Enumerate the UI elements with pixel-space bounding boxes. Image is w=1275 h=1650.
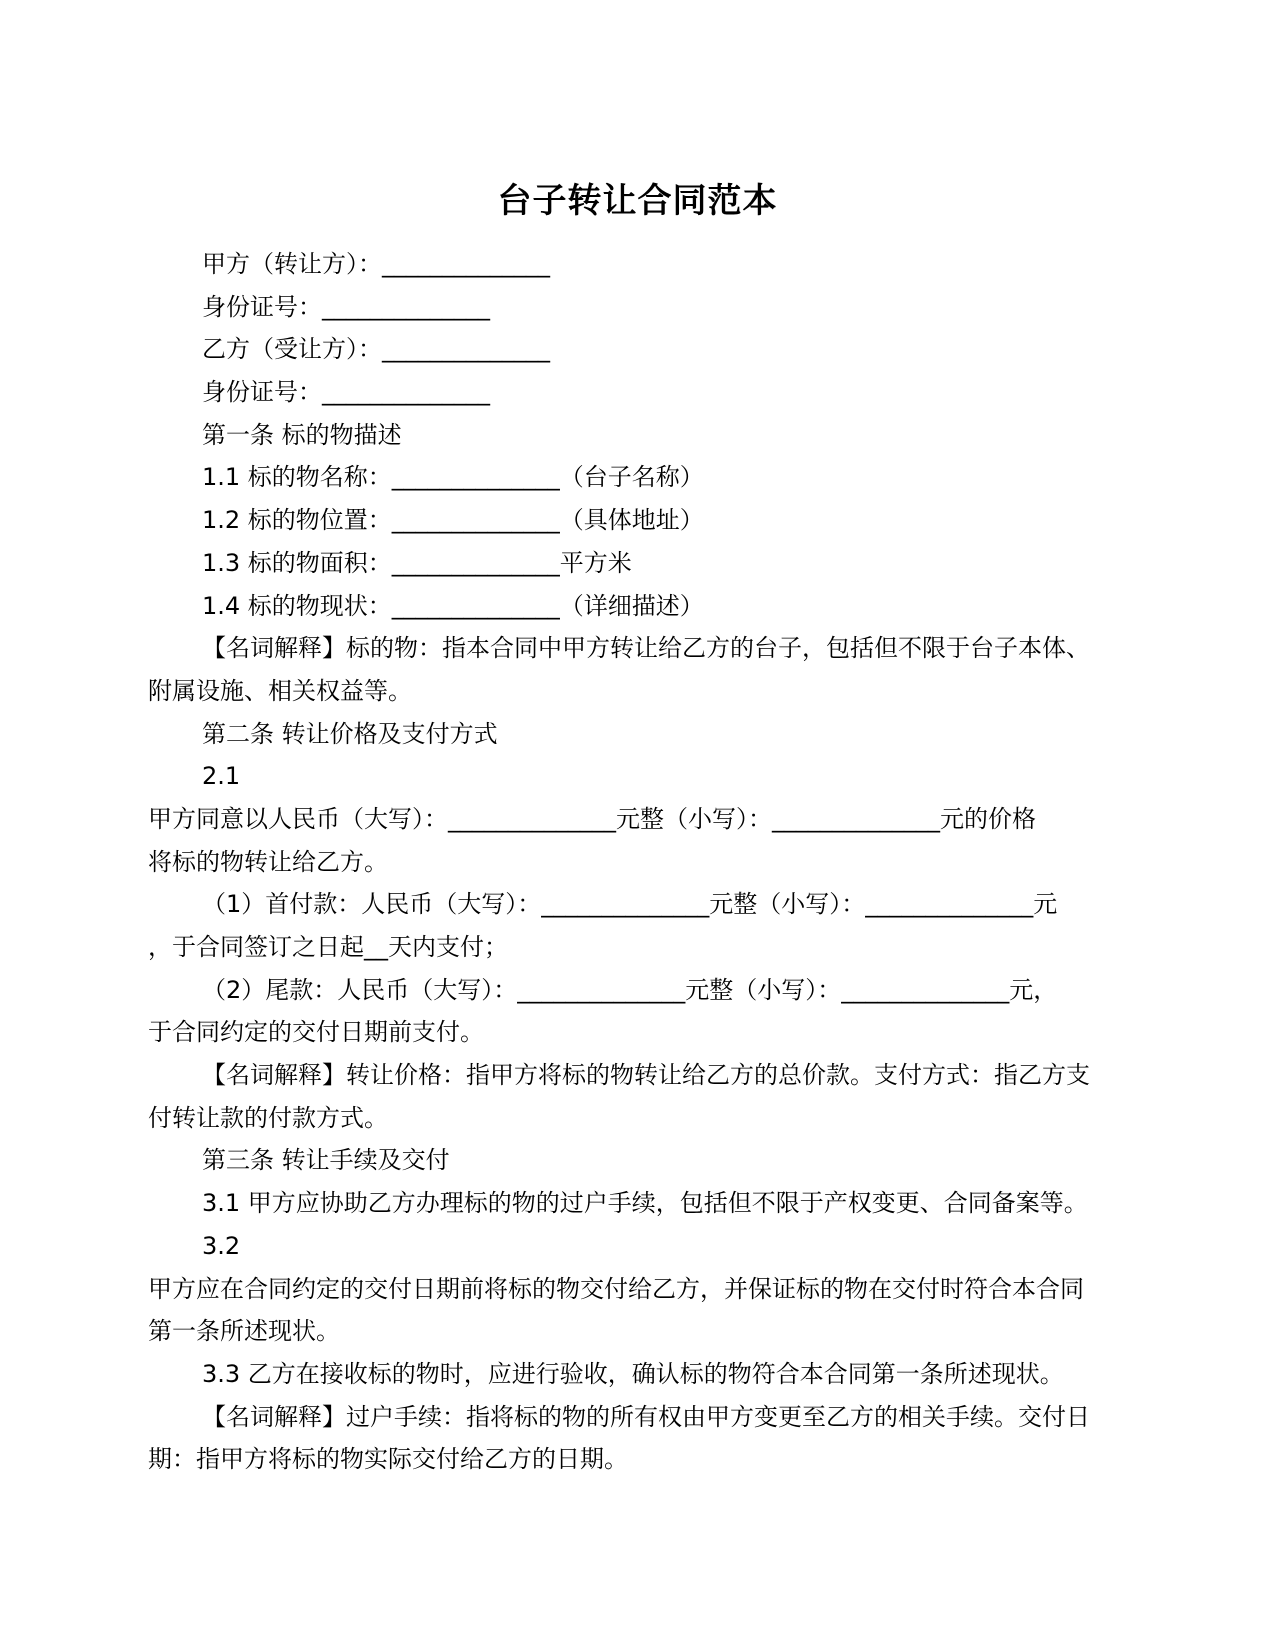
contract-line: ，于合同签订之日起__天内支付；: [148, 933, 508, 961]
contract-line: 第一条所述现状。: [148, 1317, 340, 1346]
contract-heading-article-3: 第三条 转让手续及交付: [202, 1146, 450, 1175]
contract-line: 期：指甲方将标的物实际交付给乙方的日期。: [148, 1445, 628, 1474]
contract-line-id-a: 身份证号：______________: [202, 292, 490, 321]
contract-line: 于合同约定的交付日期前支付。: [148, 1018, 484, 1047]
contract-line: 1.1 标的物名称：______________（台子名称）: [202, 463, 704, 492]
contract-line: 甲方同意以人民币（大写）：______________元整（小写）：______________元的价格: [148, 804, 1036, 833]
contract-line: 【名词解释】标的物：指本合同中甲方转让给乙方的台子，包括但不限于台子本体、: [202, 634, 1090, 663]
contract-line: 3.2: [202, 1231, 241, 1260]
contract-line-id-b: 身份证号：______________: [202, 378, 490, 407]
contract-line: （2）尾款：人民币（大写）：______________元整（小写）：______________元，: [202, 975, 1058, 1004]
contract-line-party-a: 甲方（转让方）：______________: [202, 250, 550, 278]
contract-line: 甲方应在合同约定的交付日期前将标的物交付给乙方，并保证标的物在交付时符合本合同: [148, 1274, 1084, 1303]
contract-line-party-b: 乙方（受让方）：______________: [202, 335, 550, 364]
contract-line: 付转让款的付款方式。: [148, 1103, 388, 1132]
contract-line: 【名词解释】过户手续：指将标的物的所有权由甲方变更至乙方的相关手续。交付日: [202, 1402, 1090, 1431]
contract-line: 1.4 标的物现状：______________（详细描述）: [202, 591, 704, 620]
contract-line: （1）首付款：人民币（大写）：______________元整（小写）：______________元: [202, 890, 1058, 919]
contract-heading-article-2: 第二条 转让价格及支付方式: [202, 719, 498, 748]
contract-line: 1.2 标的物位置：______________（具体地址）: [202, 506, 704, 535]
document-title: 台子转让合同范本: [497, 181, 778, 221]
contract-line: 【名词解释】转让价格：指甲方将标的物转让给乙方的总价款。支付方式：指乙方支: [202, 1061, 1090, 1090]
contract-line: 2.1: [202, 762, 241, 791]
contract-line: 1.3 标的物面积：______________平方米: [202, 548, 632, 577]
contract-line: 3.1 甲方应协助乙方办理标的物的过户手续，包括但不限于产权变更、合同备案等。: [202, 1189, 1088, 1218]
contract-line: 3.3 乙方在接收标的物时，应进行验收，确认标的物符合本合同第一条所述现状。: [202, 1359, 1064, 1388]
contract-line: 将标的物转让给乙方。: [148, 847, 388, 876]
contract-heading-article-1: 第一条 标的物描述: [202, 420, 402, 449]
document-body: [148, 243, 1178, 1481]
contract-line: 附属设施、相关权益等。: [148, 676, 412, 705]
